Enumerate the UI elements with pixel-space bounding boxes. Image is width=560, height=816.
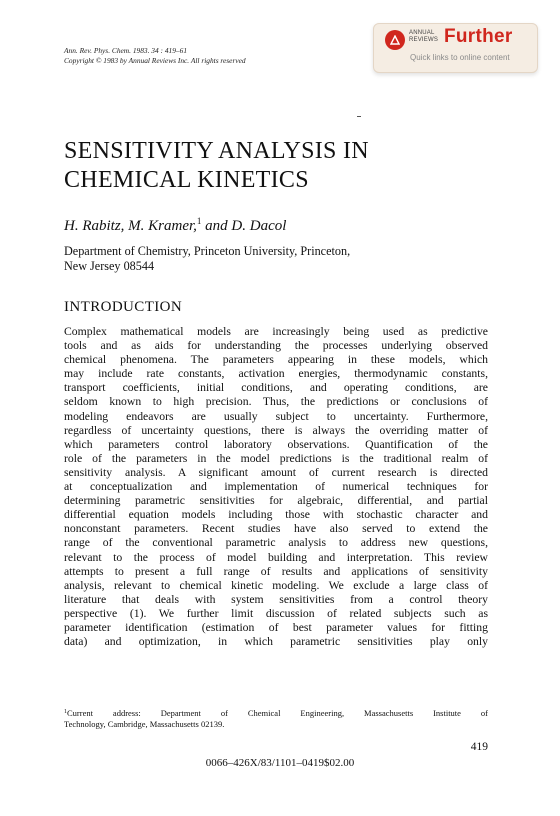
body-line: attempts to present a full range of results and applications of sensitivity bbox=[64, 564, 488, 578]
badge-further-label: Further bbox=[444, 26, 513, 47]
body-line: data) and optimization, in which parametric sensitivities play only bbox=[64, 635, 488, 649]
body-line: role of the parameters in the model predictions is the traditional realm of bbox=[64, 451, 488, 465]
footnote bbox=[64, 707, 488, 730]
affiliation-line-2: New Jersey 08544 bbox=[64, 259, 155, 273]
title-line-1: SENSITIVITY ANALYSIS IN bbox=[64, 138, 369, 164]
footnote-line-2: Technology, Cambridge, Massachusetts 02139. bbox=[64, 719, 225, 729]
footnote-line-1: $^1$Current address: Department of Chemical Engineering, Massachusetts Institute of bbox=[64, 708, 488, 718]
body-line: relevant to the process of model building and interpretation. This review bbox=[64, 550, 488, 564]
body-line: parameter identification (estimation of best parameter values for fitting bbox=[64, 620, 488, 634]
affiliation-line-1: Department of Chemistry, Princeton University, Princeton, bbox=[64, 244, 351, 258]
badge-quick-links-link[interactable]: Quick links to online content bbox=[410, 53, 510, 62]
body-line: differential equation models including those with stochastic character and bbox=[64, 508, 488, 522]
body-line: may include rate constants, activation energies, thermodynamic constants, bbox=[64, 367, 488, 381]
body-line: seldom known to high precision. Thus, the predictions or conclusions of bbox=[64, 395, 488, 409]
journal-line: Ann. Rev. Phys. Chem. 1983. 34 : 419–61 bbox=[64, 46, 188, 55]
section-heading: INTRODUCTION bbox=[64, 299, 183, 315]
footnote-mark: 1 bbox=[64, 709, 67, 715]
affiliation bbox=[64, 244, 350, 274]
title-line-2: CHEMICAL KINETICS bbox=[64, 167, 309, 193]
body-line: sensitivity analysis. A significant amount of current research is directed bbox=[64, 465, 488, 479]
article-code: 0066–426X/83/1101–0419$02.00 bbox=[205, 757, 355, 769]
introduction-body bbox=[64, 325, 488, 649]
body-line: chemical phenomena. The parameters appearing in these models, which bbox=[64, 353, 488, 367]
badge-publisher-name: ANNUAL REVIEWS bbox=[409, 30, 439, 43]
body-line: Complex mathematical models are increasingly being used as predictive bbox=[64, 325, 488, 338]
page-mark bbox=[357, 116, 361, 117]
annual-reviews-logo-icon bbox=[385, 30, 405, 50]
body-line: tools and as aids for understanding the processes underlying observed bbox=[64, 339, 488, 353]
annual-reviews-further-badge[interactable] bbox=[373, 23, 538, 73]
page-number: 419 bbox=[470, 741, 488, 753]
body-line: range of the conventional parametric analysis to address new questions, bbox=[64, 536, 488, 550]
body-line: perspective (1). We further limit discussion of related subjects such as bbox=[64, 606, 488, 620]
journal-citation bbox=[64, 46, 246, 66]
copyright-line: Copyright © 1983 by Annual Reviews Inc. All rights reserved bbox=[64, 56, 246, 65]
author-list bbox=[64, 212, 286, 235]
body-line: literature that deals with system sensitivities from a control theory bbox=[64, 592, 488, 606]
body-line: nonconstant parameters. Recent studies have also served to extend the bbox=[64, 522, 488, 536]
body-line: which parameters control laboratory observations. Quantification of the bbox=[64, 437, 488, 451]
authors-rest: and D. Dacol bbox=[201, 218, 287, 234]
body-line: regardless of uncertainty questions, there is always the overriding matter of bbox=[64, 423, 488, 437]
body-line: determining parametric sensitivities for algebraic, differential, and partial bbox=[64, 494, 488, 508]
author-footnote-mark[interactable]: 1 bbox=[196, 216, 202, 226]
body-line: modeling endeavors are usually subject to uncertainty. Furthermore, bbox=[64, 409, 488, 423]
authors-first: H. Rabitz, M. Kramer, bbox=[64, 218, 197, 234]
body-line: transport coefficients, initial conditions, and operating conditions, are bbox=[64, 381, 488, 395]
article-title bbox=[64, 137, 369, 195]
body-line: analysis, relevant to chemical kinetic modeling. We exclude a large class of bbox=[64, 578, 488, 592]
body-line: at conceptualization and implementation of numerical techniques for bbox=[64, 480, 488, 494]
